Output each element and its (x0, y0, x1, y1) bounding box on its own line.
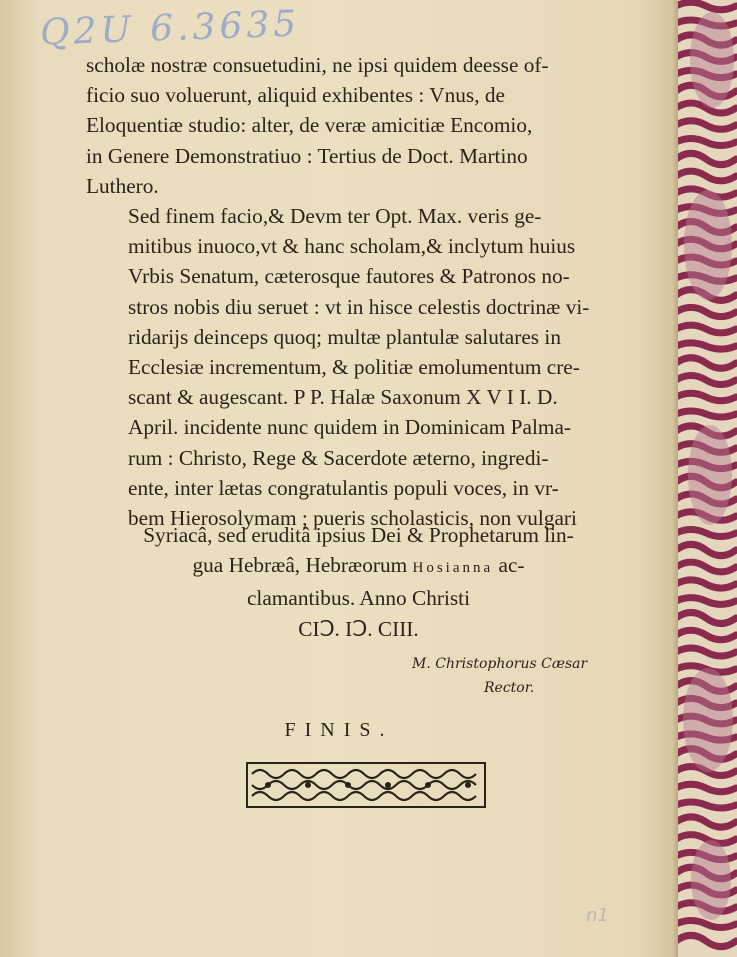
text-line: scant & augescant. P P. Halæ Saxonum X V I I. D. (128, 385, 558, 410)
text-line: in Genere Demonstratiuo : Tertius de Doct. Martino (86, 143, 528, 168)
text-line: Luthero. (86, 173, 159, 198)
text-line: bem Hierosolymam ; pueris scholasticis, non vulgari (128, 506, 577, 531)
signature-title: Rector. (484, 680, 535, 696)
text-line: scholæ nostræ consuetudini, ne ipsi quidem deesse of- (86, 53, 549, 77)
closing-text: ac- (493, 553, 525, 578)
signature-name: M. Christophorus Cæsar (412, 656, 588, 672)
paragraph-2 (86, 201, 631, 533)
closing-block (86, 520, 631, 644)
closing-line: clamantibus. Anno Christi (246, 586, 470, 611)
text-line: Ecclesiæ incrementum, & politiæ emolumentum cre- (128, 355, 580, 380)
closing-line (86, 550, 631, 583)
finis-heading: FINIS. (284, 719, 394, 741)
marbled-pattern (678, 0, 737, 957)
text-line: Eloquentiæ studio: alter, de veræ amicitiæ Encomio, (86, 113, 533, 138)
hosianna-smallcaps: Hosianna (412, 560, 494, 577)
text-line: Vrbis Senatum, cæterosque fautores & Patronos no- (128, 264, 570, 289)
shelfmark-annotation: Q2U 6.3635 (39, 3, 301, 54)
pencil-note: n1 (586, 905, 609, 926)
text-line: ridarijs deinceps quoq; multæ plantulæ salutares in (128, 324, 561, 349)
paragraph-1 (86, 50, 631, 201)
text-line: rum : Christo, Rege & Sacerdote æterno, ingredi- (128, 445, 549, 470)
closing-text: gua Hebræâ, Hebræorum (192, 553, 413, 578)
body-text (86, 50, 631, 533)
text-line: ente, inter lætas congratulantis populi voces, in vr- (128, 475, 559, 500)
text-line: ficio suo voluerunt, aliquid exhibentes : Vnus, de (86, 83, 505, 108)
text-line: April. incidente nunc quidem in Dominicam Palma- (128, 415, 571, 440)
text-line: stros nobis diu seruet : vt in hisce celestis doctrinæ vi- (128, 294, 590, 319)
marbled-edge (678, 0, 737, 957)
closing-line: Syriacâ, sed eruditâ ipsius Dei & Prophetarum lin- (143, 523, 574, 547)
signature (412, 652, 587, 700)
text-line: mitibus inuoco,vt & hanc scholam,& inclytum huius (128, 234, 576, 259)
printer-ornament (246, 762, 486, 808)
year-line: CIↃ. IↃ. CIII. (298, 616, 419, 641)
text-line: Sed finem facio,& Devm ter Opt. Max. veris ge- (128, 204, 542, 229)
